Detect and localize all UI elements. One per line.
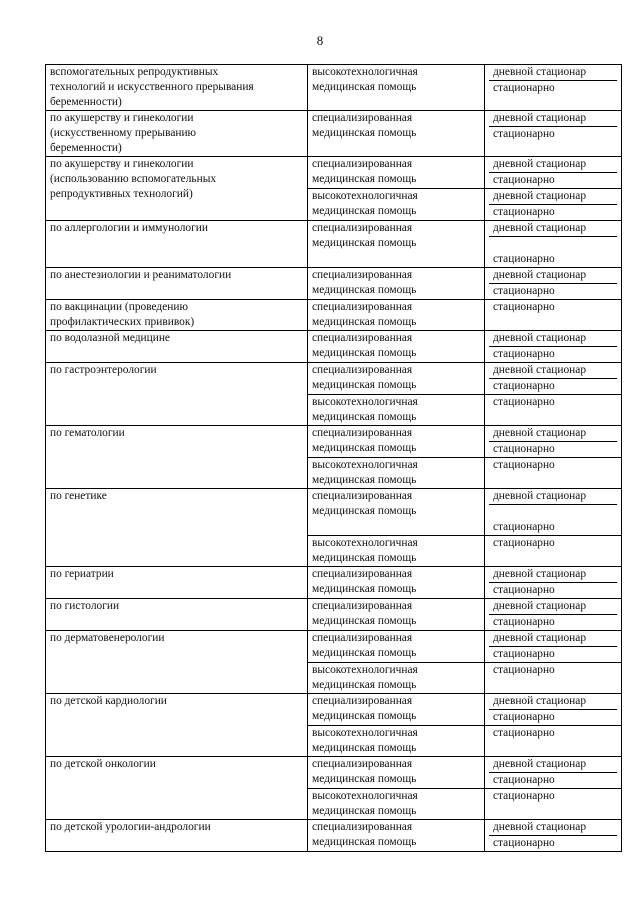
care-type-line: медицинская помощь — [312, 505, 417, 517]
profile-line: (искусственному прерыванию — [50, 127, 197, 139]
care-type-line: высокотехнологичная — [312, 537, 418, 549]
condition-line: стационарно — [493, 348, 555, 360]
conditions-stack — [489, 631, 617, 662]
conditions-cell — [485, 189, 622, 221]
profile-cell — [46, 631, 308, 694]
care-type-line: высокотехнологичная — [312, 396, 418, 408]
care-type-cell — [308, 536, 485, 567]
profile-line: репродуктивных технологий) — [50, 188, 193, 200]
profile-line: по анестезиологии и реаниматологии — [50, 269, 232, 281]
profile-cell — [46, 567, 308, 599]
table-row — [46, 567, 622, 599]
condition-line: стационарно — [493, 443, 555, 455]
table-row — [46, 363, 622, 395]
care-type-cell — [308, 458, 485, 489]
table-row — [46, 331, 622, 363]
care-type-line: медицинская помощь — [312, 347, 417, 359]
table-row — [46, 694, 622, 726]
conditions-stack — [489, 221, 617, 267]
conditions-cell — [485, 268, 622, 300]
profile-line: по акушерству и гинекологии — [50, 112, 194, 124]
care-type-line: специализированная — [312, 568, 413, 580]
condition-line: стационарно — [493, 82, 555, 94]
condition-line: дневной стационар — [489, 65, 617, 81]
conditions-stack — [489, 820, 617, 851]
care-type-cell — [308, 268, 485, 300]
care-type-line: медицинская помощь — [312, 173, 417, 185]
conditions-cell — [485, 820, 622, 852]
condition-line: дневной стационар — [489, 111, 617, 127]
profile-line: вспомогательных репродуктивных — [50, 66, 219, 78]
care-type-line: специализированная — [312, 427, 413, 439]
conditions-stack — [489, 268, 617, 299]
condition-line: стационарно — [493, 128, 555, 140]
care-type-line: медицинская помощь — [312, 773, 417, 785]
conditions-cell — [485, 726, 622, 757]
care-type-line: медицинская помощь — [312, 805, 417, 817]
care-type-cell — [308, 631, 485, 663]
conditions-cell — [485, 331, 622, 363]
condition-line: дневной стационар — [489, 567, 617, 583]
care-type-line: медицинская помощь — [312, 583, 417, 595]
table-body — [46, 65, 622, 852]
care-type-cell — [308, 65, 485, 111]
condition-line: стационарно — [493, 727, 555, 739]
profile-line: беременности) — [50, 142, 122, 154]
conditions-stack — [489, 663, 617, 678]
care-type-line: медицинская помощь — [312, 742, 417, 754]
care-type-cell — [308, 189, 485, 221]
profile-line: технологий и искусственного прерывания — [50, 81, 254, 93]
profile-line: по генетике — [50, 490, 107, 502]
care-type-line: медицинская помощь — [312, 474, 417, 486]
profile-cell — [46, 65, 308, 111]
care-type-line: медицинская помощь — [312, 237, 417, 249]
care-type-line: специализированная — [312, 222, 413, 234]
care-type-cell — [308, 300, 485, 331]
condition-line: стационарно — [493, 584, 555, 596]
condition-line: стационарно — [493, 253, 555, 265]
profile-cell — [46, 757, 308, 820]
care-type-cell — [308, 694, 485, 726]
spacer — [312, 519, 480, 534]
conditions-cell — [485, 221, 622, 268]
conditions-cell — [485, 300, 622, 331]
care-type-line: медицинская помощь — [312, 442, 417, 454]
conditions-cell — [485, 567, 622, 599]
care-type-line: медицинская помощь — [312, 647, 417, 659]
conditions-cell — [485, 395, 622, 426]
profile-cell — [46, 221, 308, 268]
condition-line: дневной стационар — [489, 694, 617, 710]
care-type-cell — [308, 663, 485, 694]
profile-line: по детской онкологии — [50, 758, 156, 770]
conditions-stack — [489, 599, 617, 630]
conditions-stack — [489, 694, 617, 725]
profile-cell — [46, 599, 308, 631]
conditions-cell — [485, 489, 622, 536]
conditions-stack — [489, 426, 617, 457]
care-type-line: медицинская помощь — [312, 552, 417, 564]
conditions-cell — [485, 426, 622, 458]
care-type-line: медицинская помощь — [312, 836, 417, 848]
profile-line: по акушерству и гинекологии — [50, 158, 194, 170]
care-type-line: специализированная — [312, 490, 413, 502]
conditions-stack — [489, 331, 617, 362]
profile-cell — [46, 489, 308, 567]
table-row — [46, 631, 622, 663]
conditions-stack — [489, 300, 617, 315]
table-row — [46, 300, 622, 331]
care-type-line: специализированная — [312, 332, 413, 344]
profile-cell — [46, 157, 308, 221]
conditions-cell — [485, 65, 622, 111]
condition-line: стационарно — [493, 774, 555, 786]
care-type-cell — [308, 426, 485, 458]
profile-cell — [46, 300, 308, 331]
condition-line: дневной стационар — [489, 221, 617, 237]
profile-line: беременности) — [50, 96, 122, 108]
profile-line: по водолазной медицине — [50, 332, 170, 344]
condition-line: стационарно — [493, 521, 555, 533]
care-type-line: медицинская помощь — [312, 710, 417, 722]
conditions-stack — [489, 157, 617, 188]
table-row — [46, 65, 622, 111]
profile-cell — [46, 694, 308, 757]
table-row — [46, 157, 622, 189]
profile-line: по гериатрии — [50, 568, 114, 580]
condition-line: дневной стационар — [489, 820, 617, 836]
care-type-cell — [308, 363, 485, 395]
care-type-line: медицинская помощь — [312, 679, 417, 691]
profile-cell — [46, 111, 308, 157]
care-type-cell — [308, 599, 485, 631]
profile-cell — [46, 426, 308, 489]
conditions-cell — [485, 363, 622, 395]
care-type-cell — [308, 567, 485, 599]
profile-cell — [46, 363, 308, 426]
conditions-cell — [485, 757, 622, 789]
conditions-cell — [485, 458, 622, 489]
condition-line: дневной стационар — [489, 426, 617, 442]
table-row — [46, 426, 622, 458]
care-type-line: специализированная — [312, 158, 413, 170]
care-type-line: медицинская помощь — [312, 81, 417, 93]
condition-line: стационарно — [493, 206, 555, 218]
care-type-cell — [308, 331, 485, 363]
condition-line: дневной стационар — [489, 268, 617, 284]
conditions-cell — [485, 694, 622, 726]
profile-line: по гематологии — [50, 427, 125, 439]
condition-line: стационарно — [493, 790, 555, 802]
conditions-cell — [485, 631, 622, 663]
page-number: 8 — [316, 33, 324, 48]
care-type-line: специализированная — [312, 821, 413, 833]
care-type-cell — [308, 489, 485, 536]
table-row — [46, 820, 622, 852]
conditions-stack — [489, 489, 617, 535]
care-type-line: медицинская помощь — [312, 284, 417, 296]
condition-line: стационарно — [493, 711, 555, 723]
care-type-line: специализированная — [312, 364, 413, 376]
condition-line: стационарно — [493, 664, 555, 676]
condition-line: стационарно — [493, 537, 555, 549]
care-type-line: высокотехнологичная — [312, 66, 418, 78]
condition-line: стационарно — [493, 174, 555, 186]
condition-line: дневной стационар — [489, 599, 617, 615]
spacer — [489, 505, 617, 520]
table-row — [46, 221, 622, 268]
care-type-cell — [308, 157, 485, 189]
table-row — [46, 757, 622, 789]
conditions-stack — [489, 726, 617, 741]
profile-cell — [46, 268, 308, 300]
conditions-stack — [489, 458, 617, 473]
profile-line: по дерматовенерологии — [50, 632, 165, 644]
conditions-cell — [485, 599, 622, 631]
services-table — [45, 64, 622, 852]
care-type-cell — [308, 820, 485, 852]
conditions-cell — [485, 789, 622, 820]
condition-line: стационарно — [493, 396, 555, 408]
profile-line: по детской кардиологии — [50, 695, 167, 707]
conditions-cell — [485, 157, 622, 189]
conditions-stack — [489, 789, 617, 804]
care-type-cell — [308, 111, 485, 157]
care-type-line: медицинская помощь — [312, 205, 417, 217]
care-type-line: медицинская помощь — [312, 127, 417, 139]
spacer — [312, 251, 480, 266]
condition-line: дневной стационар — [489, 331, 617, 347]
condition-line: дневной стационар — [489, 757, 617, 773]
care-type-line: высокотехнологичная — [312, 727, 418, 739]
profile-line: по вакцинации (проведению — [50, 301, 188, 313]
conditions-cell — [485, 111, 622, 157]
table-row — [46, 111, 622, 157]
condition-line: дневной стационар — [489, 363, 617, 379]
care-type-line: медицинская помощь — [312, 615, 417, 627]
profile-line: по гистологии — [50, 600, 120, 612]
profile-line: по гастроэнтерологии — [50, 364, 157, 376]
care-type-line: медицинская помощь — [312, 411, 417, 423]
care-type-line: специализированная — [312, 112, 413, 124]
care-type-cell — [308, 789, 485, 820]
care-type-line: специализированная — [312, 695, 413, 707]
care-type-line: высокотехнологичная — [312, 190, 418, 202]
condition-line: стационарно — [493, 380, 555, 392]
care-type-line: специализированная — [312, 632, 413, 644]
care-type-cell — [308, 395, 485, 426]
conditions-stack — [489, 567, 617, 598]
condition-line: дневной стационар — [489, 189, 617, 205]
profile-line: по аллергологии и иммунологии — [50, 222, 208, 234]
profile-line: профилактических прививок) — [50, 316, 195, 328]
conditions-stack — [489, 536, 617, 551]
condition-line: дневной стационар — [489, 631, 617, 647]
care-type-line: специализированная — [312, 758, 413, 770]
conditions-cell — [485, 663, 622, 694]
care-type-line: медицинская помощь — [312, 379, 417, 391]
condition-line: дневной стационар — [489, 489, 617, 505]
care-type-cell — [308, 757, 485, 789]
table-row — [46, 599, 622, 631]
profile-cell — [46, 820, 308, 852]
care-type-line: специализированная — [312, 269, 413, 281]
care-type-line: высокотехнологичная — [312, 459, 418, 471]
care-type-line: медицинская помощь — [312, 316, 417, 328]
table-row — [46, 268, 622, 300]
profile-line: (использованию вспомогательных — [50, 173, 217, 185]
care-type-cell — [308, 726, 485, 757]
conditions-stack — [489, 111, 617, 142]
conditions-stack — [489, 65, 617, 96]
condition-line: стационарно — [493, 459, 555, 471]
condition-line: стационарно — [493, 837, 555, 849]
table-row — [46, 489, 622, 536]
care-type-line: специализированная — [312, 600, 413, 612]
spacer — [489, 237, 617, 252]
conditions-stack — [489, 395, 617, 410]
care-type-line: специализированная — [312, 301, 413, 313]
care-type-cell — [308, 221, 485, 268]
condition-line: стационарно — [493, 648, 555, 660]
condition-line: стационарно — [493, 616, 555, 628]
conditions-stack — [489, 189, 617, 220]
care-type-line: высокотехнологичная — [312, 790, 418, 802]
condition-line: дневной стационар — [489, 157, 617, 173]
conditions-cell — [485, 536, 622, 567]
profile-line: по детской урологии-андрологии — [50, 821, 211, 833]
profile-cell — [46, 331, 308, 363]
condition-line: стационарно — [493, 285, 555, 297]
conditions-stack — [489, 757, 617, 788]
care-type-line: высокотехнологичная — [312, 664, 418, 676]
condition-line: стационарно — [493, 301, 555, 313]
conditions-stack — [489, 363, 617, 394]
